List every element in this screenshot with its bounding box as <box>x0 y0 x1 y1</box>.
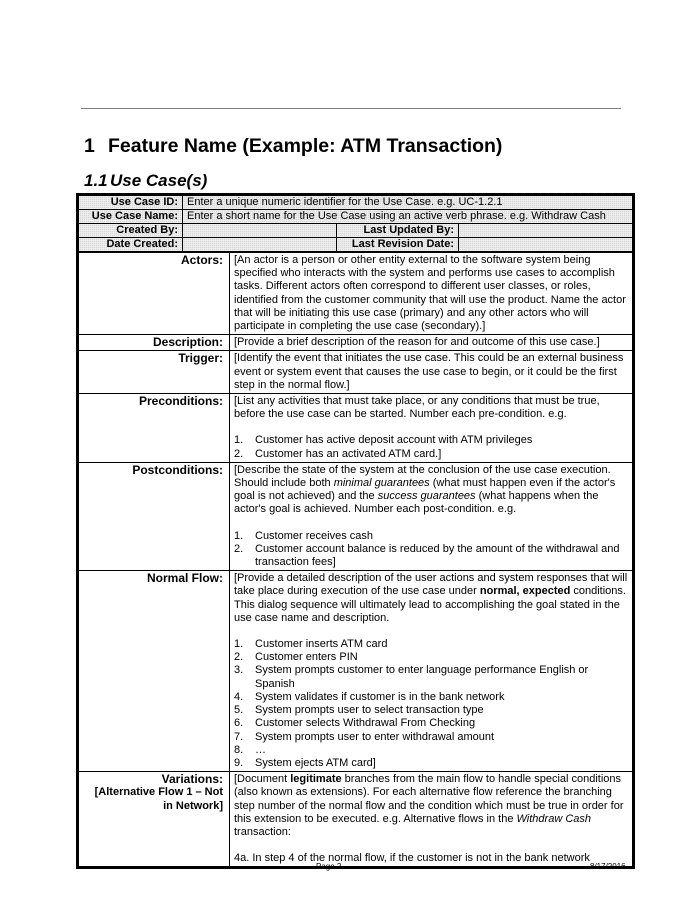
preconditions-value[interactable] <box>230 394 633 463</box>
success-guarantees-term: success guarantees <box>377 490 476 503</box>
last-updated-by-label: Last Updated By: <box>337 224 459 238</box>
created-by-label: Created By: <box>79 224 183 238</box>
list-item: 4. System validates if customer is in the bank network <box>234 690 505 703</box>
footer-date: 8/17/2016 <box>590 862 626 871</box>
withdraw-cash-term: Withdraw Cash <box>516 812 591 825</box>
header-rule <box>81 108 621 109</box>
list-item: 2. Customer has an activated ATM card.] <box>234 447 442 460</box>
minimal-guarantees-term: minimal guarantees <box>333 477 430 490</box>
row-variations <box>79 772 633 867</box>
variations-intro: [Document legitimate branches from the main flow to handle special conditions (also known as extensions). For each alternative flow reference the branching step number of the normal flow and the condition which must be true in order for this extension to be executed. e.g. Alternative flows in the Withdraw Cash transaction: <box>234 773 624 838</box>
list-item: 1. Customer inserts ATM card <box>234 638 388 651</box>
list-item: 5. System prompts user to select transaction type <box>234 704 484 717</box>
postconditions-intro: [Describe the state of the system at the conclusion of the use case execution. Should include both minimal guarantees (what must happen even if the actor's goal is not achieved) and the success guarantees (what happens when the actor's goal is achieved. Number each post-condition. e.g. <box>234 463 616 516</box>
row-use-case-name <box>79 210 633 224</box>
row-actors <box>79 253 633 335</box>
legitimate-term: legitimate <box>290 773 342 786</box>
list-item: 6. Customer selects Withdrawal From Checking <box>234 717 476 730</box>
postconditions-label: Postconditions: <box>79 462 230 570</box>
list-item: 1. Customer has active deposit account with ATM privileges <box>234 434 533 447</box>
row-postconditions <box>79 462 633 570</box>
heading-number: 1 <box>84 135 95 157</box>
use-case-id-label: Use Case ID: <box>79 196 183 210</box>
normal-flow-value[interactable] <box>230 571 633 772</box>
use-case-name-value[interactable]: Enter a short name for the Use Case using an active verb phrase. e.g. Withdraw Cash <box>183 210 633 224</box>
list-item: 2. Customer enters PIN <box>234 651 358 664</box>
list-item: 1. Customer receives cash <box>234 529 373 542</box>
heading-title: Feature Name (Example: ATM Transaction) <box>108 135 503 157</box>
date-created-value[interactable] <box>183 238 337 252</box>
footer-page-number: Page 2 <box>316 862 342 871</box>
subheading-title: Use Case(s) <box>110 171 208 190</box>
use-case-heading <box>84 171 207 191</box>
list-item: 7. System prompts user to enter withdrawal amount <box>234 730 495 743</box>
list-item: 9. System ejects ATM card] <box>234 756 376 769</box>
normal-flow-intro: [Provide a detailed description of the user actions and system responses that will take place during execution of the use case under normal, expected conditions. This dialog sequence will ultimately lead to accomplishing the goal stated in the use case name and description. <box>234 572 628 624</box>
subheading-number: 1.1 <box>84 171 108 190</box>
row-created-by <box>79 224 633 238</box>
postconditions-list <box>234 530 628 570</box>
preconditions-label: Preconditions: <box>79 394 230 463</box>
date-created-label: Date Created: <box>79 238 183 252</box>
list-item: 2. Customer account balance is reduced by the amount of the withdrawal and transaction fees] <box>234 542 620 569</box>
list-item: 3. System prompts customer to enter language performance English or Spanish <box>234 664 589 690</box>
trigger-value[interactable]: [Identify the event that initiates the use case. This could be an external business event or system event that causes the use case to begin, or it could be the first step in the normal flow.] <box>230 351 633 394</box>
row-use-case-id <box>79 196 633 210</box>
description-value[interactable]: [Provide a brief description of the reason for and outcome of this use case.] <box>230 335 633 351</box>
normal-expected-term: normal, expected <box>479 585 571 598</box>
last-revision-date-label: Last Revision Date: <box>337 238 459 252</box>
variations-value[interactable] <box>230 772 633 867</box>
normal-flow-label: Normal Flow: <box>79 571 230 772</box>
row-preconditions <box>79 394 633 463</box>
last-updated-by-value[interactable] <box>459 224 633 238</box>
actors-label: Actors: <box>79 253 230 335</box>
use-case-table <box>76 193 635 869</box>
variation-step-4a: 4a. In step 4 of the normal flow, if the customer is not in the bank network <box>234 852 590 865</box>
preconditions-list <box>234 434 628 460</box>
list-item: 8. … <box>234 743 266 756</box>
description-label: Description: <box>79 335 230 351</box>
created-by-value[interactable] <box>183 224 337 238</box>
variations-title: Variations: <box>161 772 223 787</box>
preconditions-intro: [List any activities that must take place, or any conditions that must be true, before the use case can be started. Number each pre-condition. e.g. <box>234 395 600 421</box>
use-case-name-label: Use Case Name: <box>79 210 183 224</box>
row-trigger <box>79 351 633 394</box>
row-normal-flow <box>79 571 633 772</box>
use-case-body-table <box>78 252 633 867</box>
use-case-header-table <box>78 195 633 252</box>
variations-label <box>79 772 230 867</box>
trigger-label: Trigger: <box>79 351 230 394</box>
row-description <box>79 335 633 351</box>
use-case-id-value[interactable]: Enter a unique numeric identifier for the Use Case. e.g. UC-1.2.1 <box>183 196 633 210</box>
alternative-flow-label: [Alternative Flow 1 – Not in Network] <box>94 786 223 812</box>
feature-heading <box>84 135 502 158</box>
last-revision-date-value[interactable] <box>459 238 633 252</box>
normal-flow-list <box>234 638 628 770</box>
row-date-created <box>79 238 633 252</box>
actors-value[interactable]: [An actor is a person or other entity external to the software system being specified who interacts with the system and performs use cases to accomplish tasks. Different actors often correspond to different user classes, or roles, identified from the customer community that will use the product. Name the actor that will be initiating this use case (primary) and any other actors who will participate in completing the use case (secondary).] <box>230 253 633 335</box>
postconditions-value[interactable] <box>230 462 633 570</box>
